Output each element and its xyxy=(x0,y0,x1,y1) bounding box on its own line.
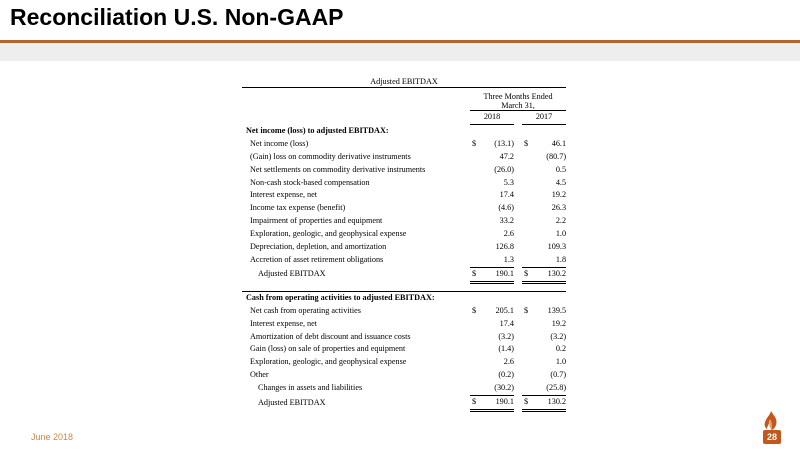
value-2017: 26.3 xyxy=(551,203,567,213)
year-2018-header: 2018 xyxy=(470,111,514,125)
currency-symbol xyxy=(470,254,480,267)
value-2018: 47.2 xyxy=(499,151,514,161)
value-2018: 17.4 xyxy=(499,318,514,328)
table-row xyxy=(242,318,566,331)
row-label: Income tax expense (benefit) xyxy=(250,203,346,213)
table-row xyxy=(242,356,566,369)
currency-symbol xyxy=(522,177,532,190)
value-2018: (26.0) xyxy=(494,164,514,174)
divider-cell xyxy=(242,282,566,291)
currency-symbol xyxy=(470,382,480,395)
value-2017: 19.2 xyxy=(551,190,567,200)
table-row xyxy=(242,254,566,267)
currency-symbol xyxy=(470,241,480,254)
currency-symbol xyxy=(470,228,480,241)
currency-symbol xyxy=(522,382,532,395)
table-row xyxy=(242,343,566,356)
row-label: Net cash from operating activities xyxy=(250,305,361,315)
blank-cell xyxy=(242,111,470,125)
gap-cell xyxy=(514,241,522,254)
currency-symbol xyxy=(522,202,532,215)
value-2017: 0.5 xyxy=(555,164,567,174)
value-2017: 19.2 xyxy=(551,318,567,328)
ebitdax-reconciliation-table xyxy=(242,76,566,412)
table-row xyxy=(242,138,566,151)
row-label: Accretion of asset retirement obligations xyxy=(250,255,384,265)
table-row xyxy=(242,369,566,382)
table-row xyxy=(242,228,566,241)
cash-from-operations-total-row xyxy=(242,396,566,411)
value-2018: 17.4 xyxy=(499,190,514,200)
gap-cell xyxy=(514,215,522,228)
slide-title: Reconciliation U.S. Non-GAAP xyxy=(10,4,344,30)
row-label: Amortization of debt discount and issuance costs xyxy=(250,331,411,341)
value-2018: 1.3 xyxy=(503,254,514,264)
currency-symbol: $ xyxy=(470,267,480,282)
flame-logo-icon xyxy=(759,410,783,432)
gap-cell xyxy=(514,177,522,190)
currency-symbol xyxy=(522,318,532,331)
row-label: Exploration, geologic, and geophysical expense xyxy=(250,357,407,367)
year-2017-header: 2017 xyxy=(522,111,566,125)
gap-cell xyxy=(514,369,522,382)
page-number: 28 xyxy=(763,430,781,444)
row-label: Interest expense, net xyxy=(250,190,318,200)
currency-symbol xyxy=(522,164,532,177)
gap-cell xyxy=(514,343,522,356)
table-row xyxy=(242,331,566,344)
gap-cell xyxy=(514,151,522,164)
total-2017: 130.2 xyxy=(532,396,566,411)
table-row xyxy=(242,382,566,395)
period-header-row xyxy=(242,88,566,111)
gap-cell xyxy=(514,202,522,215)
currency-symbol: $ xyxy=(470,396,480,411)
table-row xyxy=(242,305,566,318)
table-row xyxy=(242,215,566,228)
value-2018: 126.8 xyxy=(495,242,514,252)
table-row xyxy=(242,202,566,215)
gap-cell xyxy=(514,267,522,282)
value-2018: (0.2) xyxy=(498,370,514,380)
total-2017: 130.2 xyxy=(532,267,566,282)
value-2018: (1.4) xyxy=(498,344,514,354)
currency-symbol xyxy=(470,164,480,177)
row-label: Interest expense, net xyxy=(250,318,318,328)
year-header-row xyxy=(242,111,566,125)
header-band xyxy=(0,43,800,61)
blank-cell xyxy=(242,88,470,111)
currency-symbol xyxy=(470,151,480,164)
total-2018: 190.1 xyxy=(480,267,514,282)
row-label: (Gain) loss on commodity derivative instruments xyxy=(250,151,411,161)
currency-symbol xyxy=(522,228,532,241)
value-2017: (0.7) xyxy=(550,370,567,380)
currency-symbol: $ xyxy=(524,305,529,315)
currency-symbol: $ xyxy=(522,267,532,282)
value-2017: 2.2 xyxy=(555,216,567,226)
row-label: Net settlements on commodity derivative instruments xyxy=(250,164,426,174)
gap-cell xyxy=(514,305,522,318)
currency-symbol: $ xyxy=(472,138,477,148)
table-row xyxy=(242,241,566,254)
table-row xyxy=(242,177,566,190)
period-header xyxy=(470,88,566,111)
value-2017: 1.0 xyxy=(555,229,567,239)
currency-symbol xyxy=(470,356,480,369)
net-income-heading-row xyxy=(242,124,566,137)
table-row xyxy=(242,189,566,202)
gap-cell xyxy=(514,396,522,411)
net-income-heading: Net income (loss) to adjusted EBITDAX: xyxy=(246,125,389,135)
gap-cell xyxy=(514,138,522,151)
section-divider xyxy=(242,282,566,291)
currency-symbol xyxy=(522,331,532,344)
gap-cell xyxy=(514,228,522,241)
value-2018: (13.1) xyxy=(494,138,514,148)
currency-symbol xyxy=(470,331,480,344)
value-2018: 2.6 xyxy=(503,357,514,367)
table-row xyxy=(242,151,566,164)
value-2017: 4.5 xyxy=(555,177,567,187)
gap-cell xyxy=(514,164,522,177)
currency-symbol xyxy=(470,189,480,202)
row-label: Depreciation, depletion, and amortization xyxy=(250,242,387,252)
total-label: Adjusted EBITDAX xyxy=(258,397,326,407)
value-2018: (4.6) xyxy=(498,203,514,213)
gap-cell xyxy=(514,254,522,267)
period-line1: Three Months Ended xyxy=(483,92,553,101)
row-label: Gain (loss) on sale of properties and equipment xyxy=(250,344,406,354)
total-label: Adjusted EBITDAX xyxy=(258,269,326,279)
currency-symbol xyxy=(522,241,532,254)
currency-symbol xyxy=(522,369,532,382)
net-income-total-row xyxy=(242,267,566,282)
currency-symbol xyxy=(470,177,480,190)
currency-symbol xyxy=(522,356,532,369)
currency-symbol: $ xyxy=(522,396,532,411)
gap-cell xyxy=(514,356,522,369)
currency-symbol xyxy=(470,215,480,228)
gap-cell xyxy=(514,331,522,344)
currency-symbol: $ xyxy=(524,138,529,148)
currency-symbol xyxy=(470,318,480,331)
currency-symbol xyxy=(522,189,532,202)
total-2018: 190.1 xyxy=(480,396,514,411)
value-2017: 46.1 xyxy=(551,138,567,148)
value-2018: 205.1 xyxy=(495,305,514,315)
row-label: Changes in assets and liabilities xyxy=(258,383,363,393)
gap-cell xyxy=(514,382,522,395)
currency-symbol xyxy=(522,254,532,267)
row-label: Impairment of properties and equipment xyxy=(250,216,383,226)
value-2017: (3.2) xyxy=(550,331,567,341)
currency-symbol xyxy=(522,215,532,228)
value-2017: 139.5 xyxy=(547,305,567,315)
currency-symbol xyxy=(470,343,480,356)
blank-cell xyxy=(514,111,522,125)
currency-symbol xyxy=(470,202,480,215)
value-2017: 109.3 xyxy=(547,242,567,252)
value-2017: 1.8 xyxy=(555,254,567,264)
currency-symbol: $ xyxy=(472,305,477,315)
gap-cell xyxy=(514,189,522,202)
value-2017: (80.7) xyxy=(546,151,567,161)
row-label: Other xyxy=(250,370,269,380)
value-2018: (30.2) xyxy=(494,383,514,393)
currency-symbol xyxy=(470,369,480,382)
row-label: Exploration, geologic, and geophysical expense xyxy=(250,229,407,239)
currency-symbol xyxy=(522,343,532,356)
value-2017: (25.8) xyxy=(546,383,567,393)
currency-symbol xyxy=(522,151,532,164)
footer-date: June 2018 xyxy=(31,432,74,442)
cash-from-operations-heading: Cash from operating activities to adjusted EBITDAX: xyxy=(246,292,435,302)
value-2017: 0.2 xyxy=(555,344,567,354)
value-2017: 1.0 xyxy=(555,357,567,367)
row-label: Net income (loss) xyxy=(250,138,309,148)
table-row xyxy=(242,164,566,177)
cash-from-operations-heading-row xyxy=(242,291,566,304)
value-2018: 2.6 xyxy=(503,229,514,239)
value-2018: 5.3 xyxy=(503,177,514,187)
value-2018: 33.2 xyxy=(499,216,514,226)
gap-cell xyxy=(514,318,522,331)
row-label: Non-cash stock-based compensation xyxy=(250,177,370,187)
period-line2: March 31, xyxy=(501,101,535,110)
table-caption: Adjusted EBITDAX xyxy=(242,76,566,88)
value-2018: (3.2) xyxy=(498,331,514,341)
